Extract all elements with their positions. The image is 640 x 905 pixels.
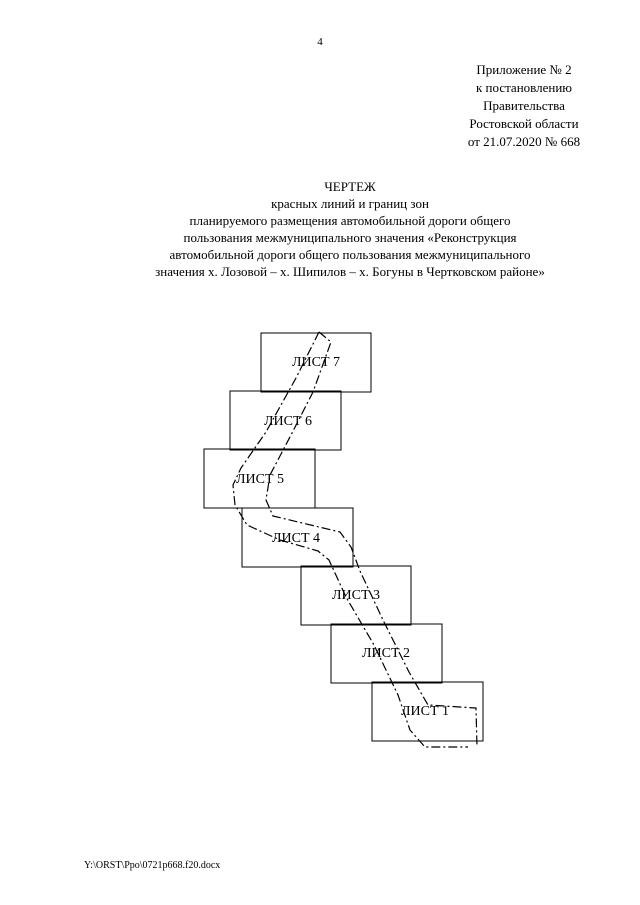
title-line-2: планируемого размещения автомобильной дороги общего [189, 213, 511, 228]
appendix-line-5: от 21.07.2020 № 668 [467, 134, 581, 149]
sheet-3-label: ЛИСТ 3 [332, 588, 380, 603]
road-corridor-left-boundary [233, 332, 468, 747]
sheet-4-label: ЛИСТ 4 [272, 531, 320, 546]
appendix-line-4: Ростовской области [469, 116, 579, 131]
title-line-1: красных линий и границ зон [271, 196, 429, 211]
title-line-4: автомобильной дороги общего пользования межмуниципального [169, 247, 531, 262]
sheet-5-label: ЛИСТ 5 [236, 472, 284, 487]
appendix-line-1: Приложение № 2 [476, 62, 572, 77]
title-line-3: пользования межмуниципального значения «Реконструкция [183, 230, 517, 245]
sheet-7-label: ЛИСТ 7 [292, 355, 340, 370]
title-line-5: значения х. Лозовой – х. Шипилов – х. Богуны в Чертковском районе» [155, 264, 545, 279]
title-heading: ЧЕРТЕЖ [324, 179, 376, 194]
sheet-1-label: ЛИСТ 1 [401, 704, 449, 719]
page-number: 4 [317, 36, 323, 48]
file-path-footer: Y:\ORST\Ppo\0721p668.f20.docx [84, 860, 221, 871]
appendix-line-3: Правительства [483, 98, 565, 113]
sheet-2-label: ЛИСТ 2 [362, 646, 410, 661]
sheet-6-label: ЛИСТ 6 [264, 414, 312, 429]
appendix-line-2: к постановлению [475, 80, 573, 95]
